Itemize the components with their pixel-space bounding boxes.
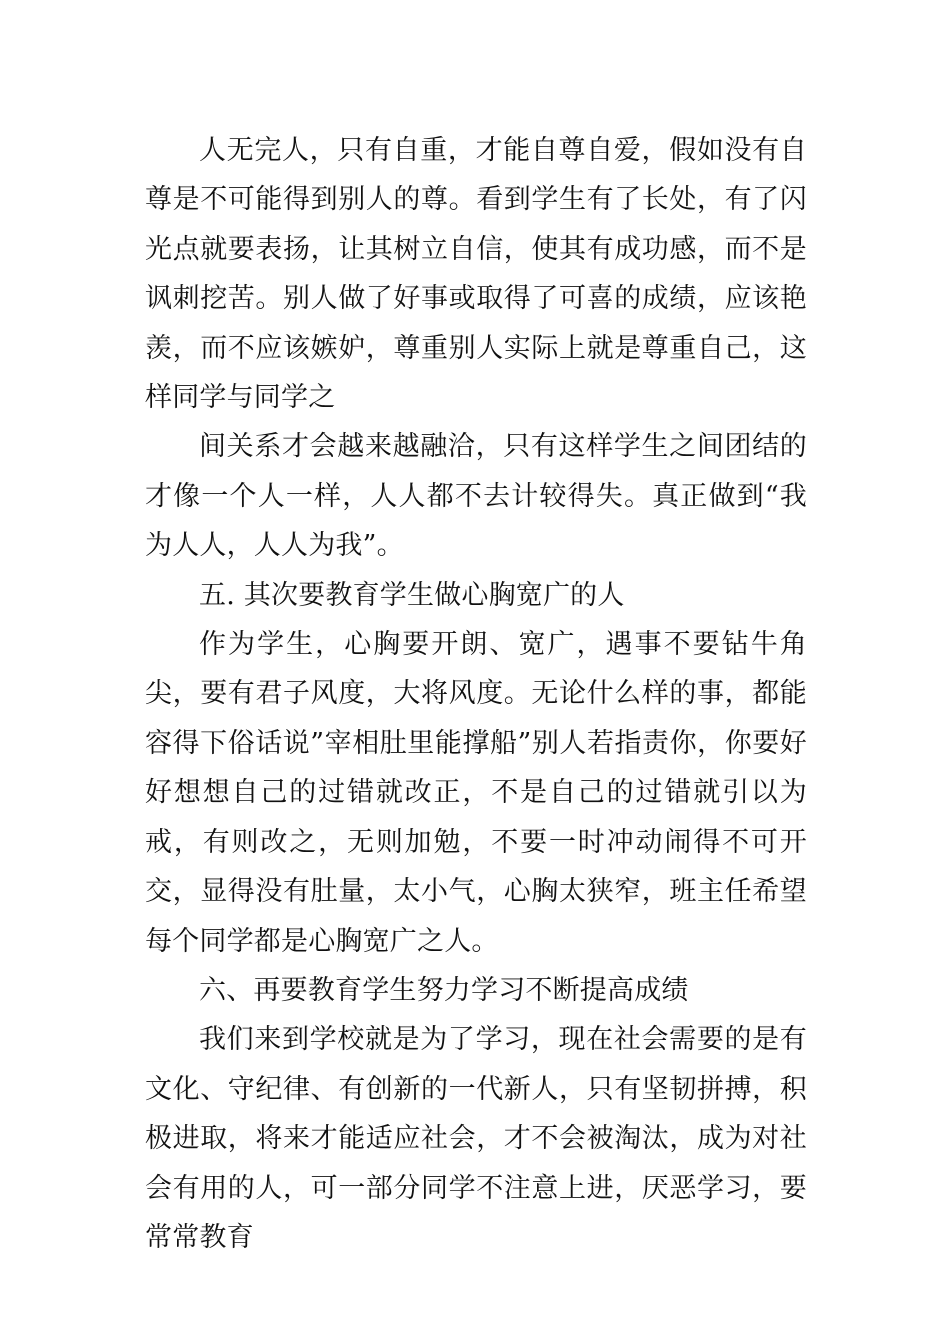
paragraph-relationships: 间关系才会越来越融洽，只有这样学生之间团结的才像一个人一样，人人都不去计较得失。真正做到“我为人人，人人为我”。 [145,431,807,562]
section-heading-five: 五. 其次要教育学生做心胸宽广的人 [199,579,625,611]
section-heading-six: 六、再要教育学生努力学习不断提高成绩 [199,974,689,1006]
paragraph-study: 我们来到学校就是为了学习，现在社会需要的是有文化、守纪律、有创新的一代新人，只有坚韧拼搏，积极进取，将来才能适应社会，才不会被淘汰，成为对社会有用的人，可一部分同学不注意上进，厌恶学习，要常常教育 [145,1024,807,1253]
paragraph-self-respect: 人无完人，只有自重，才能自尊自爱，假如没有自尊是不可能得到别人的尊。看到学生有了长处，有了闪光点就要表扬，让其树立自信，使其有成功感，而不是讽刺挖苦。别人做了好事或取得了可喜的成绩，应该艳羡，而不应该嫉妒，尊重别人实际上就是尊重自己，这样同学与同学之 [145,135,807,414]
document-page [145,126,807,1262]
paragraph-broad-mind: 作为学生，心胸要开朗、宽广，遇事不要钻牛角尖，要有君子风度，大将风度。无论什么样的事，都能容得下俗话说”宰相肚里能撑船”别人若指责你，你要好好想想自己的过错就改正，不是自己的过错就引以为戒，有则改之，无则加勉，不要一时冲动闹得不可开交，显得没有肚量，太小气，心胸太狭窄，班主任希望每个同学都是心胸宽广之人。 [145,629,807,957]
